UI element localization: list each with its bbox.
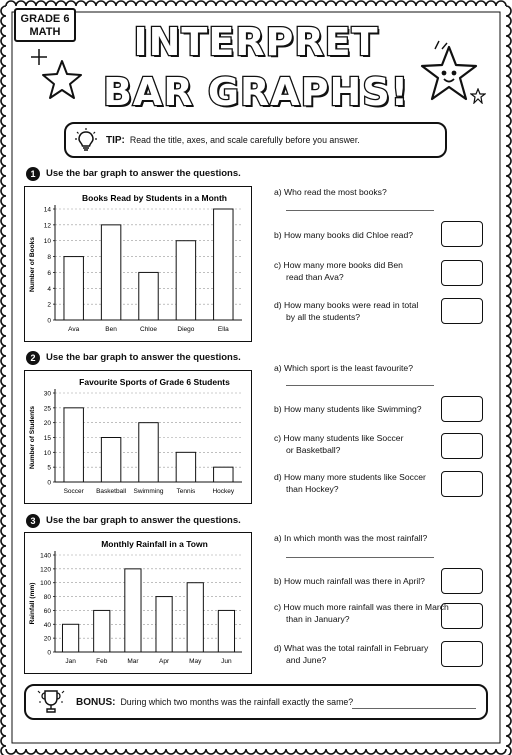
bar — [139, 272, 158, 320]
y-tick-label: 20 — [43, 635, 51, 643]
answer-box-3b[interactable] — [441, 568, 483, 594]
y-axis-label: Rainfall (mm) — [29, 582, 36, 625]
bar — [156, 597, 172, 652]
tip-text: Read the title, axes, and scale carefully before you answer. — [129, 135, 360, 145]
y-tick-label: 30 — [43, 390, 51, 398]
answer-line-1a[interactable] — [286, 210, 434, 211]
sparkle-icon — [30, 48, 48, 66]
x-tick-label: Ella — [217, 326, 229, 333]
x-tick-label: Swimming — [133, 488, 164, 495]
y-tick-label: 60 — [43, 607, 51, 615]
y-tick-label: 20 — [43, 420, 51, 428]
bar — [218, 610, 234, 652]
chart-1-frame — [24, 186, 252, 342]
y-tick-label: 80 — [43, 594, 51, 602]
section-2-heading: Use the bar graph to answer the questions. — [46, 352, 241, 363]
bonus-label: BONUS: — [76, 696, 116, 708]
answer-line-bonus[interactable] — [352, 708, 476, 709]
bar — [176, 452, 195, 482]
question-1d: d) How many books were read in total by all the students? — [274, 300, 419, 322]
answer-box-3d[interactable] — [441, 641, 483, 667]
answer-box-1c[interactable] — [441, 260, 483, 286]
bar — [176, 241, 195, 320]
question-2c: c) How many students like Soccer or Basketball? — [274, 433, 404, 455]
x-tick-label: Chloe — [140, 326, 157, 333]
tip-banner — [64, 122, 447, 158]
y-axis-label: Number of Students — [29, 405, 36, 470]
answer-box-1d[interactable] — [441, 298, 483, 324]
y-tick-label: 140 — [40, 552, 51, 560]
rainfall-bar-chart — [25, 533, 250, 672]
y-tick-label: 5 — [47, 464, 51, 472]
bar — [139, 423, 158, 482]
books-bar-chart — [25, 187, 250, 340]
y-tick-label: 120 — [40, 566, 51, 574]
x-tick-label: Hockey — [212, 488, 235, 495]
answer-box-2b[interactable] — [441, 396, 483, 422]
bar — [62, 624, 78, 652]
x-tick-label: Diego — [177, 326, 195, 333]
y-tick-label: 25 — [43, 405, 51, 413]
x-tick-label: Mar — [127, 658, 139, 665]
sparkle-icon — [434, 40, 448, 50]
bar — [64, 257, 83, 320]
question-2d: d) How many more students like Soccer than Hockey? — [274, 472, 426, 494]
x-tick-label: Jun — [221, 658, 232, 665]
question-3d: d) What was the total rainfall in February and June? — [274, 643, 429, 665]
y-tick-label: 12 — [43, 222, 51, 230]
chart-3-frame — [24, 532, 252, 674]
y-tick-label: 100 — [40, 580, 51, 588]
y-tick-label: 4 — [47, 285, 51, 293]
y-axis-label: Number of Books — [29, 237, 36, 292]
question-2a: a) Which sport is the least favourite? — [274, 363, 413, 373]
tip-label: TIP: — [106, 134, 125, 146]
section-1-heading: Use the bar graph to answer the questions. — [46, 168, 241, 179]
question-3a: a) In which month was the most rainfall? — [274, 533, 428, 543]
bar — [64, 408, 83, 482]
y-tick-label: 6 — [47, 269, 51, 277]
answer-line-3a[interactable] — [286, 557, 434, 558]
y-tick-label: 14 — [43, 206, 51, 214]
y-tick-label: 0 — [47, 479, 51, 487]
y-tick-label: 10 — [43, 449, 51, 457]
x-tick-label: Ava — [68, 326, 80, 333]
subject-label: MATH — [29, 26, 61, 38]
y-tick-label: 10 — [43, 238, 51, 246]
x-tick-label: Soccer — [63, 488, 84, 495]
answer-line-2a[interactable] — [286, 385, 434, 386]
bar — [187, 583, 203, 652]
y-tick-label: 0 — [47, 317, 51, 325]
x-tick-label: Ben — [105, 326, 117, 333]
question-2b: b) How many students like Swimming? — [274, 404, 422, 414]
grade-label: GRADE 6 — [20, 13, 70, 25]
answer-box-1b[interactable] — [441, 221, 483, 247]
bar — [94, 610, 110, 652]
question-3c: c) How much more rainfall was there in March than in January? — [274, 602, 449, 624]
bonus-banner — [24, 684, 488, 720]
y-tick-label: 0 — [47, 649, 51, 657]
chart-title: Monthly Rainfall in a Town — [101, 539, 208, 549]
question-3b: b) How much rainfall was there in April? — [274, 576, 425, 586]
chart-title: Favourite Sports of Grade 6 Students — [79, 377, 230, 387]
trophy-icon — [26, 688, 76, 716]
bar — [101, 225, 120, 320]
answer-box-2d[interactable] — [441, 471, 483, 497]
question-number-1: 1 — [26, 167, 40, 181]
x-tick-label: May — [189, 658, 202, 665]
chart-2-frame — [24, 370, 252, 504]
question-1a: a) Who read the most books? — [274, 187, 387, 197]
bar — [214, 209, 233, 320]
section-3-heading: Use the bar graph to answer the questions. — [46, 515, 241, 526]
question-number-3: 3 — [26, 514, 40, 528]
lightbulb-icon — [66, 124, 106, 156]
question-1b: b) How many books did Chloe read? — [274, 230, 414, 240]
small-star-icon — [470, 88, 486, 104]
x-tick-label: Apr — [159, 658, 170, 665]
y-tick-label: 40 — [43, 621, 51, 629]
question-1c: c) How many more books did Ben read than Ava? — [274, 260, 403, 282]
page-title-line2: BAR GRAPHS! — [102, 70, 410, 114]
y-tick-label: 15 — [43, 435, 51, 442]
page-title-line1: INTERPRET — [133, 20, 379, 64]
question-number-2: 2 — [26, 351, 40, 365]
x-tick-label: Basketball — [96, 488, 127, 495]
bar — [125, 569, 141, 652]
x-tick-label: Feb — [96, 658, 108, 665]
answer-box-3c[interactable] — [441, 603, 483, 629]
answer-box-2c[interactable] — [441, 433, 483, 459]
chart-title: Books Read by Students in a Month — [82, 193, 227, 203]
x-tick-label: Jan — [65, 658, 76, 665]
bonus-text: During which two months was the rainfall exactly the same? — [120, 697, 354, 707]
x-tick-label: Tennis — [176, 488, 196, 495]
y-tick-label: 8 — [47, 254, 51, 262]
sports-bar-chart — [25, 371, 250, 502]
bar — [101, 438, 120, 483]
bar — [214, 467, 233, 482]
y-tick-label: 2 — [47, 301, 51, 309]
